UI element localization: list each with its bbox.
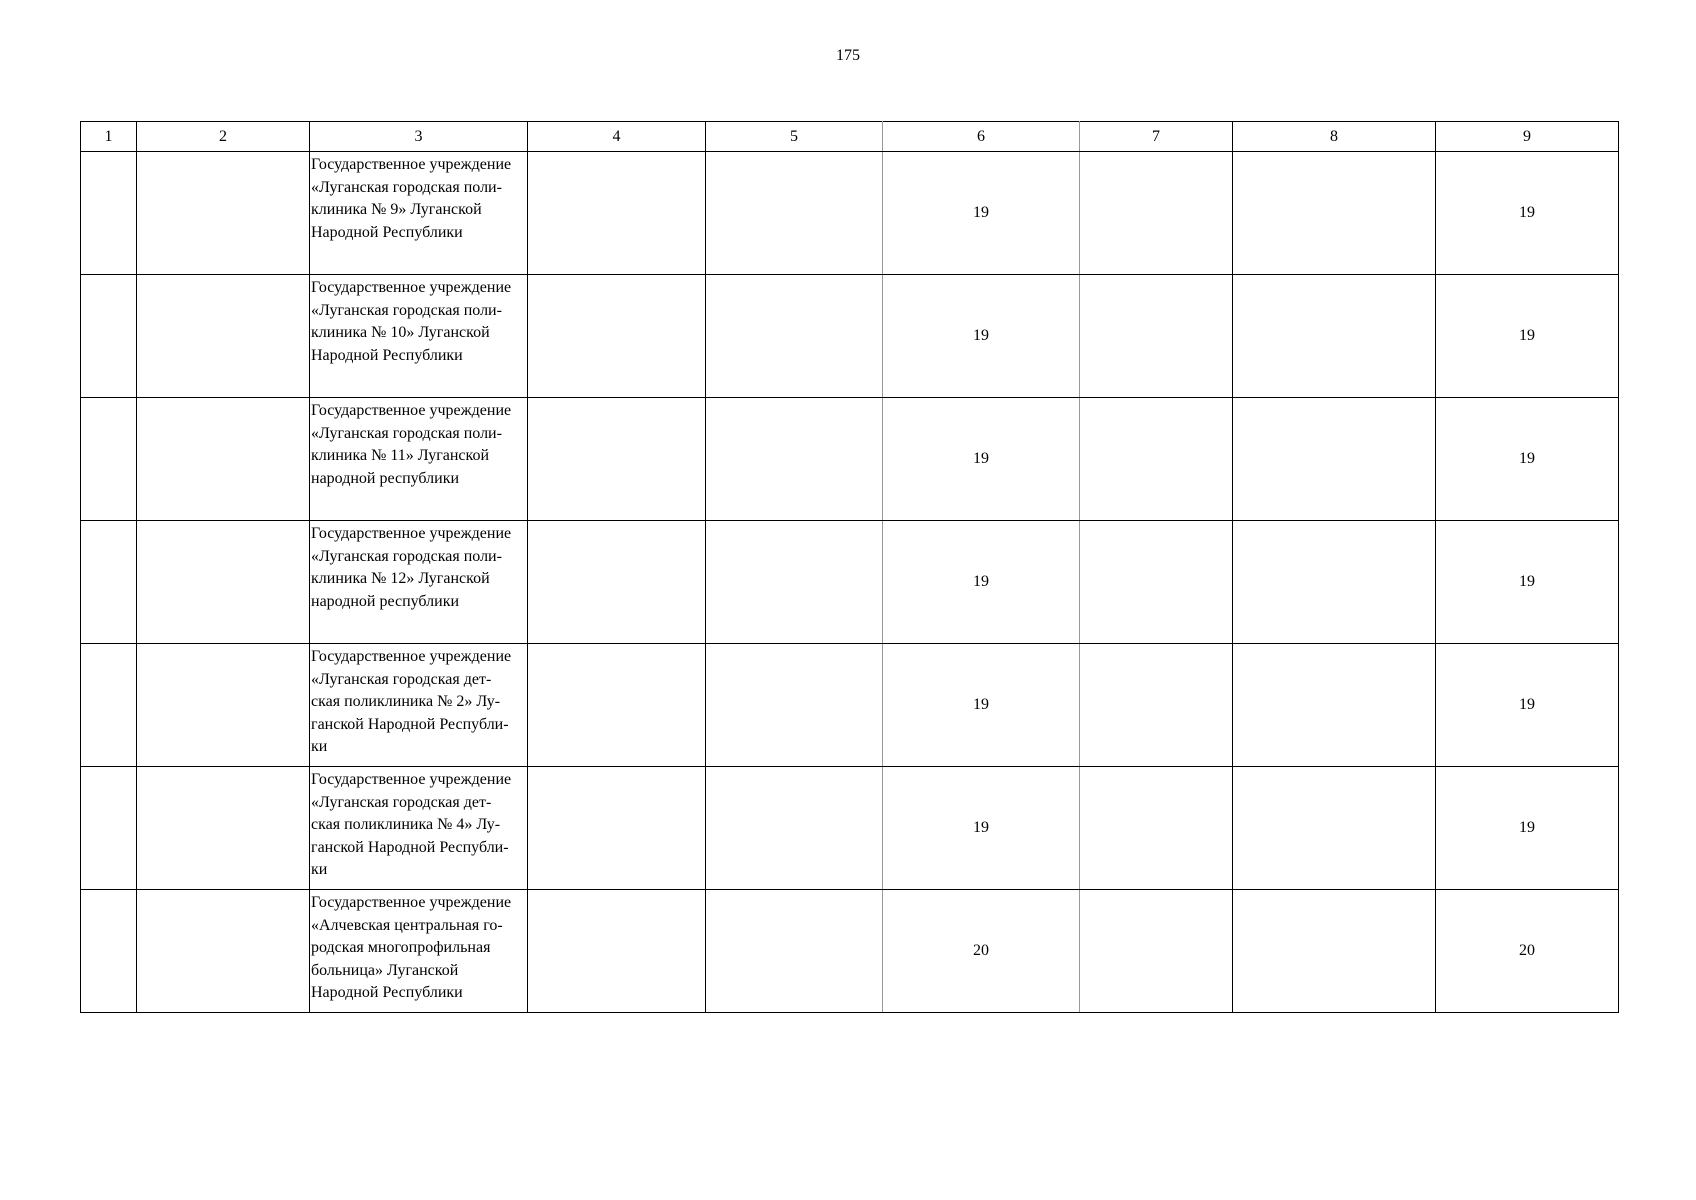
institution-name-cell <box>310 767 528 890</box>
column-header: 6 <box>883 122 1080 152</box>
cell-col-7 <box>1080 275 1233 398</box>
cell-col-4 <box>528 275 706 398</box>
table-row <box>81 398 1619 521</box>
institution-name-line: Народной Республики <box>311 984 463 1001</box>
cell-col-9: 19 <box>1436 644 1619 767</box>
cell-col-5 <box>706 644 883 767</box>
column-header: 1 <box>81 122 137 152</box>
table-row <box>81 521 1619 644</box>
column-header: 4 <box>528 122 706 152</box>
cell-col-1 <box>81 767 137 890</box>
table-row <box>81 644 1619 767</box>
cell-col-2 <box>137 890 310 1013</box>
cell-col-5 <box>706 890 883 1013</box>
cell-col-5 <box>706 275 883 398</box>
cell-col-9: 20 <box>1436 890 1619 1013</box>
cell-col-7 <box>1080 398 1233 521</box>
institution-name-line: родская многопрофильная <box>311 939 491 956</box>
institution-name-line: «Луганская городская поли- <box>311 178 502 196</box>
institution-name-line: «Луганская городская дет- <box>311 670 492 688</box>
table-row <box>81 152 1619 275</box>
cell-col-9: 19 <box>1436 767 1619 890</box>
cell-col-8 <box>1233 521 1436 644</box>
cell-col-2 <box>137 767 310 890</box>
institution-name-line: «Луганская городская поли- <box>311 547 502 565</box>
institution-name-line: больница» Луганской <box>311 961 459 979</box>
cell-col-5 <box>706 521 883 644</box>
cell-col-4 <box>528 767 706 890</box>
cell-col-8 <box>1233 890 1436 1013</box>
cell-col-1 <box>81 398 137 521</box>
cell-col-5 <box>706 152 883 275</box>
cell-col-9: 19 <box>1436 152 1619 275</box>
cell-col-8 <box>1233 152 1436 275</box>
table-row <box>81 767 1619 890</box>
cell-col-7 <box>1080 890 1233 1013</box>
institution-name-line: Государственное учреждение <box>311 279 512 296</box>
cell-col-1 <box>81 152 137 275</box>
cell-col-7 <box>1080 644 1233 767</box>
cell-col-6: 19 <box>883 152 1080 275</box>
institution-name-line: ки <box>311 738 328 755</box>
table-row <box>81 890 1619 1013</box>
cell-col-1 <box>81 890 137 1013</box>
cell-col-2 <box>137 398 310 521</box>
page-number: 175 <box>836 47 860 64</box>
institution-name-cell <box>310 152 528 275</box>
cell-col-4 <box>528 644 706 767</box>
cell-col-7 <box>1080 767 1233 890</box>
cell-col-2 <box>137 521 310 644</box>
institution-name-line: «Луганская городская поли- <box>311 301 502 319</box>
cell-col-6: 20 <box>883 890 1080 1013</box>
cell-col-8 <box>1233 398 1436 521</box>
column-header: 2 <box>137 122 310 152</box>
table-body <box>81 152 1619 1013</box>
institution-name-line: клиника № 12» Луганской <box>311 570 490 587</box>
cell-col-8 <box>1233 275 1436 398</box>
column-header: 7 <box>1080 122 1233 152</box>
institution-name-cell <box>310 275 528 398</box>
institution-name-cell <box>310 521 528 644</box>
column-header: 3 <box>310 122 528 152</box>
institution-name-line: Государственное учреждение <box>311 402 512 419</box>
institution-name-line: «Луганская городская дет- <box>311 793 492 811</box>
cell-col-7 <box>1080 521 1233 644</box>
cell-col-8 <box>1233 644 1436 767</box>
cell-col-2 <box>137 152 310 275</box>
cell-col-9: 19 <box>1436 275 1619 398</box>
institution-name-line: «Луганская городская поли- <box>311 424 502 442</box>
institution-name-line: клиника № 10» Луганской <box>311 324 490 341</box>
cell-col-4 <box>528 152 706 275</box>
institution-name-line: ская поликлиника № 2» Лу- <box>311 693 501 710</box>
cell-col-9: 19 <box>1436 398 1619 521</box>
cell-col-4 <box>528 521 706 644</box>
cell-col-7 <box>1080 152 1233 275</box>
cell-col-6: 19 <box>883 644 1080 767</box>
cell-col-9: 19 <box>1436 521 1619 644</box>
institution-name-line: народной республики <box>311 592 460 610</box>
institution-name-line: народной республики <box>311 469 460 487</box>
data-table <box>80 121 1619 1013</box>
cell-col-1 <box>81 521 137 644</box>
cell-col-6: 19 <box>883 275 1080 398</box>
institution-name-line: ки <box>311 861 328 878</box>
institution-name-line: Государственное учреждение <box>311 894 512 911</box>
cell-col-2 <box>137 275 310 398</box>
cell-col-1 <box>81 275 137 398</box>
institution-name-cell <box>310 890 528 1013</box>
institution-name-line: клиника № 9» Луганской <box>311 201 482 218</box>
table-row <box>81 275 1619 398</box>
institution-name-line: ганской Народной Республи- <box>311 838 509 856</box>
institution-name-cell <box>310 398 528 521</box>
cell-col-8 <box>1233 767 1436 890</box>
cell-col-4 <box>528 890 706 1013</box>
institution-name-line: Государственное учреждение <box>311 156 512 173</box>
institution-name-line: клиника № 11» Луганской <box>311 447 490 464</box>
column-header: 5 <box>706 122 883 152</box>
institution-name-line: «Алчевская центральная го- <box>311 916 503 934</box>
institution-name-cell <box>310 644 528 767</box>
institution-name-line: Государственное учреждение <box>311 771 512 788</box>
institution-name-line: Народной Республики <box>311 346 463 364</box>
institution-name-line: ганской Народной Республи- <box>311 715 509 733</box>
cell-col-6: 19 <box>883 398 1080 521</box>
institution-name-line: Народной Республики <box>311 223 463 241</box>
column-header: 9 <box>1436 122 1619 152</box>
cell-col-1 <box>81 644 137 767</box>
cell-col-6: 19 <box>883 521 1080 644</box>
cell-col-2 <box>137 644 310 767</box>
institution-name-line: ская поликлиника № 4» Лу- <box>311 816 501 833</box>
institution-name-line: Государственное учреждение <box>311 525 512 542</box>
cell-col-5 <box>706 767 883 890</box>
column-header: 8 <box>1233 122 1436 152</box>
header-row <box>81 122 1619 152</box>
institution-name-line: Государственное учреждение <box>311 648 512 665</box>
cell-col-4 <box>528 398 706 521</box>
cell-col-6: 19 <box>883 767 1080 890</box>
cell-col-5 <box>706 398 883 521</box>
